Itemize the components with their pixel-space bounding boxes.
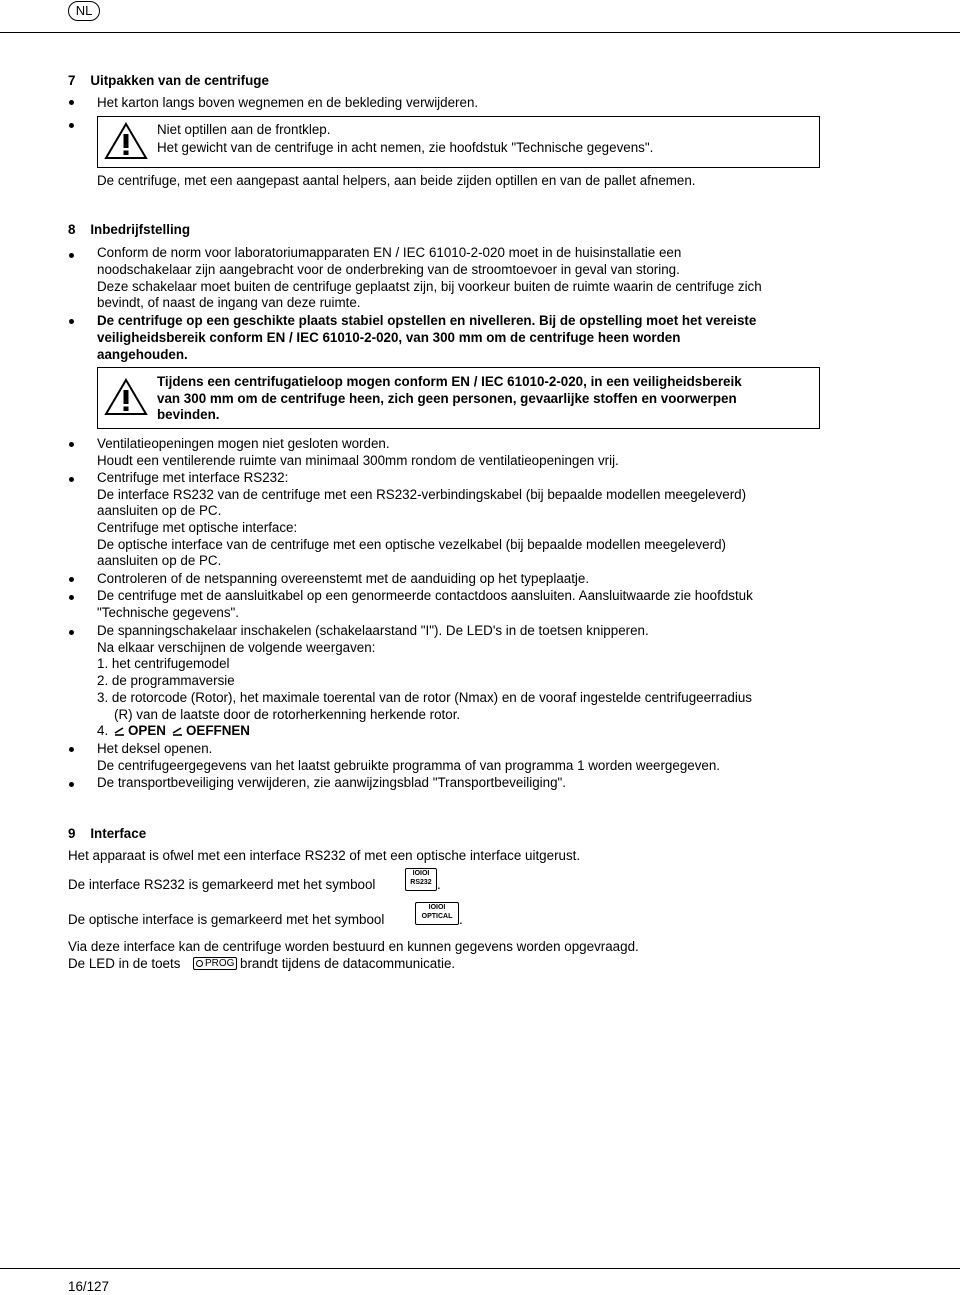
s8-p7-line5: 3. de rotorcode (Rotor), het maximale toerental van de rotor (Nmax) en de vooraf ingestelde centrifugeerradius bbox=[97, 690, 752, 705]
page-number: 16/127 bbox=[68, 1279, 109, 1294]
s9-line1: Het apparaat is ofwel met een interface RS232 of met een optische interface uitgerust. bbox=[68, 848, 581, 863]
s8-p7-line2: Na elkaar verschijnen de volgende weergaven: bbox=[97, 640, 376, 655]
bullet bbox=[69, 100, 74, 105]
s8-p3-line2: Houdt een ventilerende ruimte van minimaal 300mm rondom de ventilatieopeningen vrij. bbox=[97, 453, 619, 468]
s7-warn1: Niet optillen aan de frontklep. bbox=[157, 122, 331, 137]
bullet bbox=[69, 577, 74, 582]
bullet bbox=[69, 630, 74, 635]
s8-p1-line4: bevindt, of naast de ingang van deze ruimte. bbox=[97, 295, 361, 310]
lid-open-icon bbox=[172, 726, 183, 736]
rs232-symbol-icon bbox=[405, 868, 437, 891]
header-rule bbox=[0, 32, 960, 33]
s8-p7-4-num: 4. bbox=[97, 723, 109, 738]
s8-warn-line3: bevinden. bbox=[157, 407, 220, 422]
lid-open-icon bbox=[114, 726, 125, 736]
s8-p7-4-oeffnen: OEFFNEN bbox=[186, 723, 250, 738]
symbol-io-label: IOIOI bbox=[428, 904, 446, 911]
prog-key-icon bbox=[193, 957, 237, 970]
led-icon bbox=[196, 960, 203, 967]
s9-line5-b: brandt tijdens de datacommunicatie. bbox=[240, 956, 456, 971]
bullet bbox=[69, 319, 74, 324]
s8-p4-line1: Centrifuge met interface RS232: bbox=[97, 470, 289, 485]
optical-symbol-icon bbox=[415, 902, 459, 925]
s7-item1: Het karton langs boven wegnemen en de bekleding verwijderen. bbox=[97, 95, 479, 110]
prog-key-label: PROG bbox=[205, 958, 235, 969]
s9-line3: De optische interface is gemarkeerd met het symbool bbox=[68, 912, 385, 927]
symbol-io-label: IOIOI bbox=[412, 870, 430, 877]
s8-p2-line1: De centrifuge op een geschikte plaats stabiel opstellen en nivelleren. Bij de opstelling moet het vereiste bbox=[97, 313, 757, 328]
s8-p2-line3: aangehouden. bbox=[97, 347, 188, 362]
s8-warn-line1: Tijdens een centrifugatieloop mogen conform EN / IEC 61010-2-020, in een veiligheidsbereik bbox=[157, 374, 742, 389]
bullet bbox=[69, 747, 74, 752]
s8-p3-line1: Ventilatieopeningen mogen niet gesloten worden. bbox=[97, 436, 390, 451]
warning-triangle-icon bbox=[104, 378, 148, 416]
s9-line4: Via deze interface kan de centrifuge worden bestuurd en kunnen gegevens worden opgevraagd. bbox=[68, 939, 639, 954]
s8-p5: Controleren of de netspanning overeenstemt met de aanduiding op het typeplaatje. bbox=[97, 571, 590, 586]
s8-p1-line1: Conform de norm voor laboratoriumapparaten EN / IEC 61010-2-020 moet in de huisinstallatie een bbox=[97, 245, 682, 260]
s8-p4-line3: aansluiten op de PC. bbox=[97, 503, 222, 518]
section-9-title: 9 Interface bbox=[68, 826, 147, 841]
bullet bbox=[69, 782, 74, 787]
section-8-title: 8 Inbedrijfstelling bbox=[68, 222, 191, 237]
s8-p6-line2: "Technische gegevens". bbox=[97, 605, 240, 620]
s8-p2-line2: veiligheidsbereik conform EN / IEC 61010-2-020, van 300 mm om de centrifuge heen worden bbox=[97, 330, 681, 345]
language-badge: NL bbox=[68, 1, 100, 21]
s9-line2-period: . bbox=[437, 877, 441, 892]
s8-p7-line4: 2. de programmaversie bbox=[97, 673, 235, 688]
s8-p4-line2: De interface RS232 van de centrifuge met een RS232-verbindingskabel (bij bepaalde modellen meegeleverd) bbox=[97, 487, 747, 502]
symbol-optical-label: OPTICAL bbox=[421, 913, 453, 920]
s8-p4-line4: Centrifuge met optische interface: bbox=[97, 520, 298, 535]
bullet bbox=[69, 595, 74, 600]
s8-p8-line1: Het deksel openen. bbox=[97, 741, 213, 756]
s9-line3-period: . bbox=[459, 912, 463, 927]
s8-p8-line2: De centrifugeergegevens van het laatst gebruikte programma of van programma 1 worden weergegeven. bbox=[97, 758, 721, 773]
s8-p1-line2: noodschakelaar zijn aangebracht voor de onderbreking van de stroomtoevoer in geval van storing. bbox=[97, 262, 680, 277]
s9-line2: De interface RS232 is gemarkeerd met het symbool bbox=[68, 877, 376, 892]
bullet bbox=[69, 123, 74, 128]
bullet bbox=[69, 477, 74, 482]
bullet bbox=[69, 253, 74, 258]
footer-rule bbox=[0, 1268, 960, 1269]
bullet bbox=[69, 442, 74, 447]
s8-p9: De transportbeveiliging verwijderen, zie aanwijzingsblad "Transportbeveiliging". bbox=[97, 775, 566, 790]
s8-p1-line3: Deze schakelaar moet buiten de centrifuge geplaatst zijn, bij voorkeur buiten de ruimte waarin de centrifuge zich bbox=[97, 279, 762, 294]
s8-p7-4-open: OPEN bbox=[128, 723, 166, 738]
s7-warn2: Het gewicht van de centrifuge in acht nemen, zie hoofdstuk "Technische gegevens". bbox=[157, 140, 654, 155]
s9-line5-a: De LED in de toets bbox=[68, 956, 181, 971]
s8-p7-line6: (R) van de laatste door de rotorherkenning herkende rotor. bbox=[114, 707, 461, 722]
s8-p4-line6: aansluiten op de PC. bbox=[97, 553, 222, 568]
s8-p4-line5: De optische interface van de centrifuge met een optische vezelkabel (bij bepaalde modellen meegeleverd) bbox=[97, 537, 726, 552]
s8-p6-line1: De centrifuge met de aansluitkabel op een genormeerde contactdoos aansluiten. Aansluitwaarde zie hoofdstuk bbox=[97, 588, 753, 603]
symbol-rs232-label: RS232 bbox=[410, 879, 432, 886]
s7-line3: De centrifuge, met een aangepast aantal helpers, aan beide zijden optillen en van de pallet afnemen. bbox=[97, 173, 696, 188]
s8-p7-line3: 1. het centrifugemodel bbox=[97, 656, 230, 671]
warning-triangle-icon bbox=[104, 122, 148, 160]
s8-warn-line2: van 300 mm om de centrifuge heen, zich geen personen, gevaarlijke stoffen en voorwerpen bbox=[157, 391, 737, 406]
section-7-title: 7 Uitpakken van de centrifuge bbox=[68, 73, 269, 88]
s8-p7-line1: De spanningschakelaar inschakelen (schakelaarstand "I"). De LED's in de toetsen knipperen. bbox=[97, 623, 649, 638]
